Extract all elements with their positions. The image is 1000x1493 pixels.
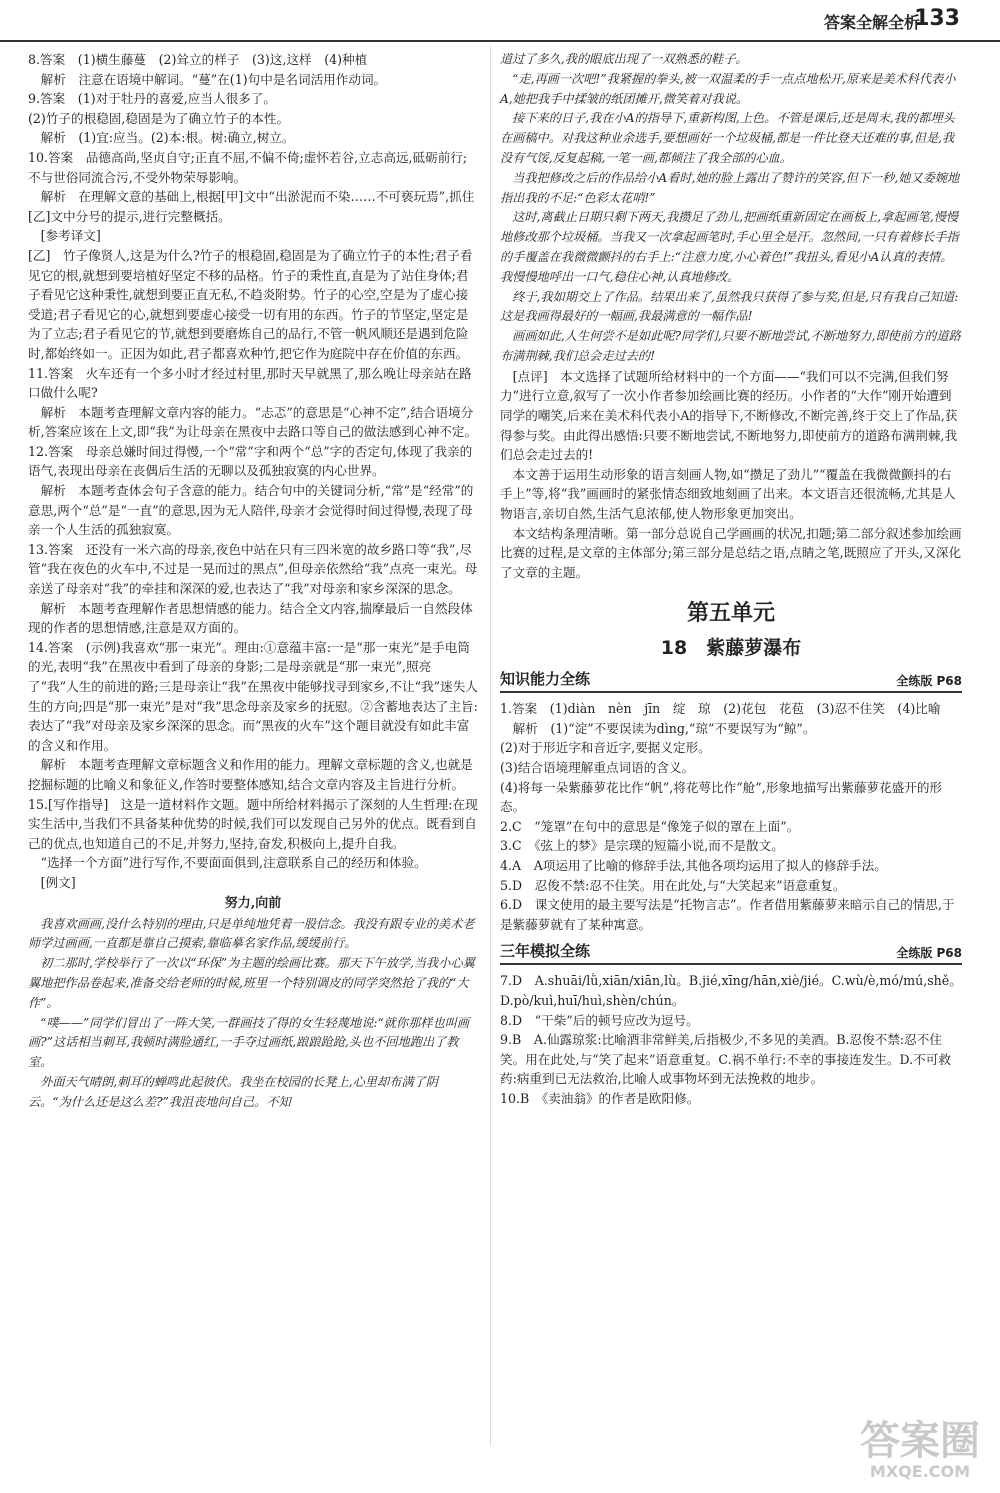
section-ref: 全练版 P68	[896, 674, 962, 689]
essay-paragraph: 接下来的日子,我在小A的指导下,重新构图,上色。不管是课后,还是周末,我的都埋头在画稿中。对我这种业余选手,要想画好一个垃圾桶,都是一件比登天还难的事,但是,我没有气馁,反复起稿,一笔一画,都倾注了我全部的心血。	[500, 111, 955, 165]
watermark-text: 答案圈	[860, 1418, 980, 1464]
answer-paragraph: “选择一个方面”进行写作,不要面面俱到,注意联系自己的经历和体验。	[28, 855, 427, 871]
header-rule	[0, 40, 1000, 42]
answer-paragraph: 14.答案 (示例)我喜欢“那一束光”。理由:①意蕴丰富:一是“那一束光”是手电筒的光,表明“我”在黑夜中看到了母亲的身影;二是母亲就是“那一束光”,照亮了“我”人生的前进的路;三是母亲让“我”在黑夜中能够找寻到家乡,不让“我”迷失人生的方向;四是“那一束光”是对“我”思念母亲及家乡的抚慰。②含蓄地表达了主旨:表达了“我”对母亲及家乡深深的思念。而“黑夜的火车”这个题目就没有如此丰富的含义和作用。	[28, 639, 478, 753]
page-header	[0, 0, 1000, 42]
answer-item: 7.D A.shuāi/lǜ,xiān/xiān,lù。B.jié,xīng/hān,xiè/jié。C.wù/è,mó/mú,shě。D.pò/kuì,huī/huì,shèn/chún。	[500, 973, 962, 1008]
comment-paragraph: [点评] 本文选择了试题所给材料中的一个方面——“我们可以不完满,但我们努力”进行立意,叙写了一次小作者参加绘画比赛的经历。小作者的“大作”刚开始遭到同学的嘲笑,后来在美术科代表小A的指导下,不断修改,不断完善,终于交上了作品,获得参与奖。由此得出感悟:只要不断地尝试,不断地努力,即使前方的道路布满荆棘,我们总会走过去的!	[500, 368, 958, 463]
section-mock	[500, 940, 962, 965]
essay-paragraph: 道过了多久,我的眼底出现了一双熟悉的鞋子。	[500, 52, 748, 66]
essay-paragraph: “噗——”同学们冒出了一阵大笑,一群画技了得的女生轻蔑地说:“就你那样也叫画画?”这话相当刺耳,我顿时满脸通红,一手夺过画纸,踉踉跄跄,头也不回地跑出了教室。	[28, 1015, 470, 1070]
answer-item: (3)结合语境理解重点词语的含义。	[500, 760, 695, 776]
section-knowledge	[500, 668, 962, 693]
answer-item: 4.A A项运用了比喻的修辞手法,其他各项均运用了拟人的修辞手法。	[500, 858, 887, 874]
essay-title: 努力,向前	[224, 895, 282, 911]
answer-paragraph: 解析 在理解文意的基础上,根据[甲]文中“出淤泥而不染……不可亵玩焉”,抓住[乙]文中分号的提示,进行完整概括。	[28, 189, 475, 224]
answer-paragraph: 12.答案 母亲总嫌时间过得慢,一个“常”字和两个“总”字的否定句,体现了我亲的语气,表现出母亲在丧偶后生活的无聊以及孤独寂寞的内心世界。	[28, 443, 473, 479]
answer-paragraph: [乙] 竹子像贤人,这是为什么?竹子的根稳固,稳固是为了确立竹子的本性;君子看见它的根,就想到要培植好坚定不移的品格。竹子的秉性直,直是为了站住身体;君子看见它这种秉性,就想到要正直无私,不趋炎附势。竹子的心空,空是为了虚心接受道;君子看见它的心,就想到要虚心接受一切有用的东西。竹子的节坚定,坚定是为了立志;君子看见它的节,就想到要磨炼自己的品行,不管一帆风顺还是遇到危险时,都始终如一。正因为如此,君子都喜欢种竹,把它作为庭院中存在价值的东西。	[28, 247, 473, 361]
answer-paragraph: 13.答案 还没有一米六高的母亲,夜色中站在只有三四米宽的故乡路口等“我”,尽管“我在夜色的火车中,不过是一晃而过的黑点”,但母亲依然给“我”点亮一束光。母亲送了母亲对“我”的牵挂和深深的爱,也表达了“我”对母亲和家乡深深的思念。	[28, 541, 478, 597]
answer-item: 8.D “干柴”后的顿号应改为逗号。	[500, 1012, 699, 1028]
watermark-url: MXQE.COM	[869, 1462, 971, 1481]
essay-paragraph: 画画如此,人生何尝不是如此呢?同学们,只要不断地尝试,不断地努力,即使前方的道路布满荆棘,我们总会走过去的!	[500, 329, 961, 363]
answer-paragraph: [参考译文]	[28, 228, 101, 244]
answer-item: (2)对于形近字和音近字,要据义定形。	[500, 740, 711, 756]
essay-paragraph: 当我把修改之后的作品给小A看时,她的脸上露出了赞许的笑容,但下一秒,她又委婉地指出我的不足:“色彩太花哨!”	[500, 170, 960, 205]
answer-paragraph: 解析 本题考查理解作者思想情感的能力。结合全文内容,揣摩最后一自然段体现的作者的思想情感,注意是双方面的。	[28, 600, 473, 636]
answer-paragraph: 解析 本题考查理解文章标题含义和作用的能力。理解文章标题的含义,也就是挖掘标题的比喻义和象征义,作答时要整体感知,结合文章内容及主旨进行分析。	[28, 757, 473, 792]
answer-item: 2.C “笼罩”在句中的意思是“像笼子似的罩在上面”。	[500, 818, 800, 834]
lesson-title: 18 紫藤萝瀑布	[660, 637, 802, 660]
answer-paragraph: 解析 注意在语境中解词。“蔓”在(1)句中是名词活用作动词。	[28, 71, 387, 87]
section-title: 知识能力全练	[500, 670, 591, 689]
answer-paragraph: 8.答案 (1)横生藤蔓 (2)耸立的样子 (3)这,这样 (4)种植	[28, 52, 368, 67]
answer-paragraph: [例文]	[28, 874, 76, 890]
answer-paragraph: 15.[写作指导] 这是一道材料作文题。题中所给材料揭示了深刻的人生哲理:在现实生活中,当我们不具备某种优势的时候,我们可以发现自己另外的优点。既看到自己的优点,也知道自己的不足,并努力,坚持,奋发,积极向上,提升自我。	[28, 796, 478, 851]
column-divider	[490, 46, 491, 1446]
answer-paragraph: 9.答案 (1)对于牡丹的喜爱,应当人很多了。	[28, 91, 276, 107]
essay-paragraph: 我喜欢画画,没什么特别的理由,只是单纯地凭着一股信念。我没有跟专业的美术老师学过画画,一直都是靠自己摸索,靠临摹名家作品,缓缓前行。	[28, 916, 475, 951]
essay-paragraph: 终于,我如期交上了作品。结果出来了,虽然我只获得了参与奖,但是,只有我自己知道:这是我画得最好的一幅画,我最满意的一幅作品!	[500, 289, 959, 324]
right-column	[500, 50, 962, 1109]
watermark-logo	[860, 1420, 980, 1481]
left-column	[28, 50, 478, 1113]
answer-item: 1.答案 (1)diàn nèn jīn 绽 琼 (2)花包 花苞 (3)忍不住笑 (4)比喻	[500, 701, 941, 717]
answer-paragraph: 解析 本题考查体会句子含意的能力。结合句中的关键词分析,“常”是“经常”的意思,两个“总”是“一直”的意思,因为无人陪伴,母亲才会觉得时间过得慢,表现了母亲一个人生活的孤独寂寞。	[28, 483, 474, 538]
section-ref: 全练版 P68	[896, 946, 962, 961]
answer-paragraph: 10.答案 品德高尚,坚贞自守;正直不屈,不偏不倚;虚怀若谷,立志高远,砥砺前行;不与世俗同流合污,不受外物荣辱影响。	[28, 149, 468, 185]
unit-title: 第五单元	[686, 601, 775, 627]
essay-paragraph: 初二那时,学校举行了一次以“环保”为主题的绘画比赛。那天下午放学,当我小心翼翼地把作品卷起来,准备交给老师的时候,班里一个特别调皮的同学突然抢了我的“大作”。	[28, 956, 475, 1010]
answer-paragraph: 解析 (1)宜:应当。(2)本:根。树:确立,树立。	[28, 130, 295, 146]
answer-item: (4)将每一朵紫藤萝花比作“帆”,将花萼比作“舱”,形象地描写出紫藤萝花盛开的形态。	[500, 779, 943, 815]
answer-item: 3.C 《弦上的梦》是宗璞的短篇小说,而不是散文。	[500, 838, 784, 854]
answer-item: 5.D 忍俊不禁:忍不住笑。用在此处,与“大笑起来”语意重复。	[500, 877, 846, 893]
comment-paragraph: 本文结构条理清晰。第一部分总说自己学画画的状况,扣题;第二部分叙述参加绘画比赛的过程,是文章的主体部分;第三部分是总结之语,点睛之笔,既照应了开头,又深化了文章的主题。	[500, 525, 962, 580]
answer-paragraph: (2)竹子的根稳固,稳固是为了确立竹子的本性。	[28, 110, 290, 126]
answer-item: 6.D 课文使用的最主要写法是“托物言志”。作者借用紫藤萝来暗示自己的情思,于是紫藤萝就有了某种寓意。	[500, 897, 955, 932]
essay-paragraph: 外面天气晴朗,刺耳的蝉鸣此起彼伏。我坐在校园的长凳上,心里却布满了阴云。“为什么还是这么差?”我沮丧地问自己。不知	[28, 1074, 438, 1109]
answer-paragraph: 11.答案 火车还有一个多小时才经过村里,那时天早就黑了,那么晚让母亲站在路口做什么呢?	[28, 365, 472, 401]
answer-paragraph: 解析 本题考查理解文章内容的能力。“忐忑”的意思是“心神不定”,结合语境分析,答案应该在上文,即“我”为让母亲在黑夜中去路口等自己的做法感到心神不定。	[28, 404, 478, 440]
page-number: 133	[914, 6, 960, 31]
essay-paragraph: “走,再画一次吧!”我紧握的拳头,被一双温柔的手一点点地松开,原来是美术科代表小A,她把我手中揉皱的纸团摊开,微笑着对我说。	[500, 71, 956, 106]
header-title: 答案全解全析	[823, 13, 920, 32]
answer-item: 解析 (1)“淀”不要误读为dìng,“琼”不要误写为“鲸”。	[500, 720, 816, 736]
section-title: 三年模拟全练	[500, 942, 591, 961]
comment-paragraph: 本文善于运用生动形象的语言刻画人物,如“攒足了劲儿”“覆盖在我微微颤抖的右手上”等,将“我”画画时的紧张情态细致地刻画了出来。本文语言还很流畅,尤其是人物语言,亲切自然,生活气息浓郁,使人物形象更加突出。	[500, 466, 956, 521]
answer-item: 10.B 《卖油翁》的作者是欧阳修。	[500, 1090, 700, 1106]
essay-paragraph: 这时,离截止日期只剩下两天,我攒足了劲儿,把画纸重新固定在画板上,拿起画笔,慢慢地修改那个垃圾桶。当我又一次拿起画笔时,手心里全是汗。忽然间,一只有着修长手指的手覆盖在我微微颤抖的右手上:“注意力度,小心着色!”我扭头,看见小A认真的表情。我慢慢地呼出一口气,稳住心神,认真地修改。	[500, 210, 959, 284]
answer-item: 9.B A.仙露琼浆:比喻酒非常鲜美,后指极少,不多见的美酒。B.忍俊不禁:忍不住笑。用在此处,与“笑了起来”语意重复。C.祸不单行:不幸的事接连发生。D.不可救药:病重到已无法救治,比喻人或事物坏到无法挽救的地步。	[500, 1032, 951, 1087]
